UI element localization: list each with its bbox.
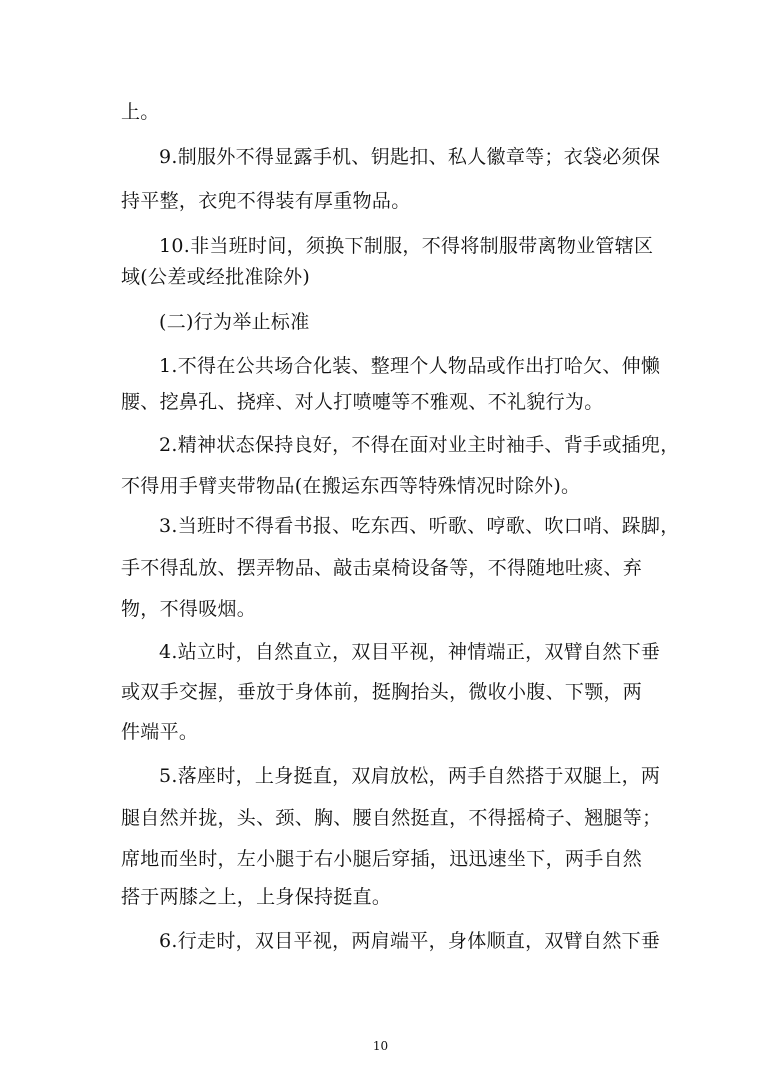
text-line: 搭于两膝之上，上身保持挺直。: [121, 886, 392, 908]
text-line: 4.站立时，自然直立，双目平视，神情端正，双臂自然下垂: [159, 641, 661, 663]
text-line: 2.精神状态保持良好，不得在面对业主时袖手、背手或插兜，: [159, 434, 680, 456]
text-line: 不得用手臂夹带物品(在搬运东西等特殊情况时除外)。: [121, 475, 581, 497]
text-line: 物，不得吸烟。: [121, 598, 257, 620]
text-line: 9.制服外不得显露手机、钥匙扣、私人徽章等；衣袋必须保: [159, 146, 661, 168]
text-line: 持平整，衣兜不得装有厚重物品。: [121, 190, 411, 212]
text-line: 1.不得在公共场合化装、整理个人物品或作出打哈欠、伸懒: [159, 355, 661, 377]
text-line: 手不得乱放、摆弄物品、敲击桌椅设备等，不得随地吐痰、弃: [121, 557, 643, 579]
text-line: 10.非当班时间，须换下制服，不得将制服带离物业管辖区: [159, 235, 654, 257]
text-line: 腰、挖鼻孔、挠痒、对人打喷嚏等不雅观、不礼貌行为。: [121, 391, 604, 413]
text-line: 席地而坐时，左小腿于右小腿后穿插，迅迅速坐下，两手自然: [121, 848, 643, 870]
text-line: 5.落座时，上身挺直，双肩放松，两手自然搭于双腿上，两: [159, 765, 661, 787]
text-line: 上。: [121, 101, 160, 123]
page-number: 10: [372, 1039, 389, 1053]
text-line: 腿自然并拢，头、颈、胸、腰自然挺直，不得摇椅子、翘腿等；: [121, 807, 662, 829]
text-line: 6.行走时，双目平视，两肩端平，身体顺直，双臂自然下垂: [159, 930, 661, 952]
section-heading: (二)行为举止标准: [159, 311, 310, 333]
text-line: 件端平。: [121, 721, 199, 743]
text-line: 域(公差或经批准除外): [121, 266, 311, 288]
text-line: 3.当班时不得看书报、吃东西、听歌、哼歌、吹口哨、跺脚，: [159, 515, 680, 537]
text-line: 或双手交握，垂放于身体前，挺胸抬头，微收小腹、下颚，两: [121, 681, 643, 703]
